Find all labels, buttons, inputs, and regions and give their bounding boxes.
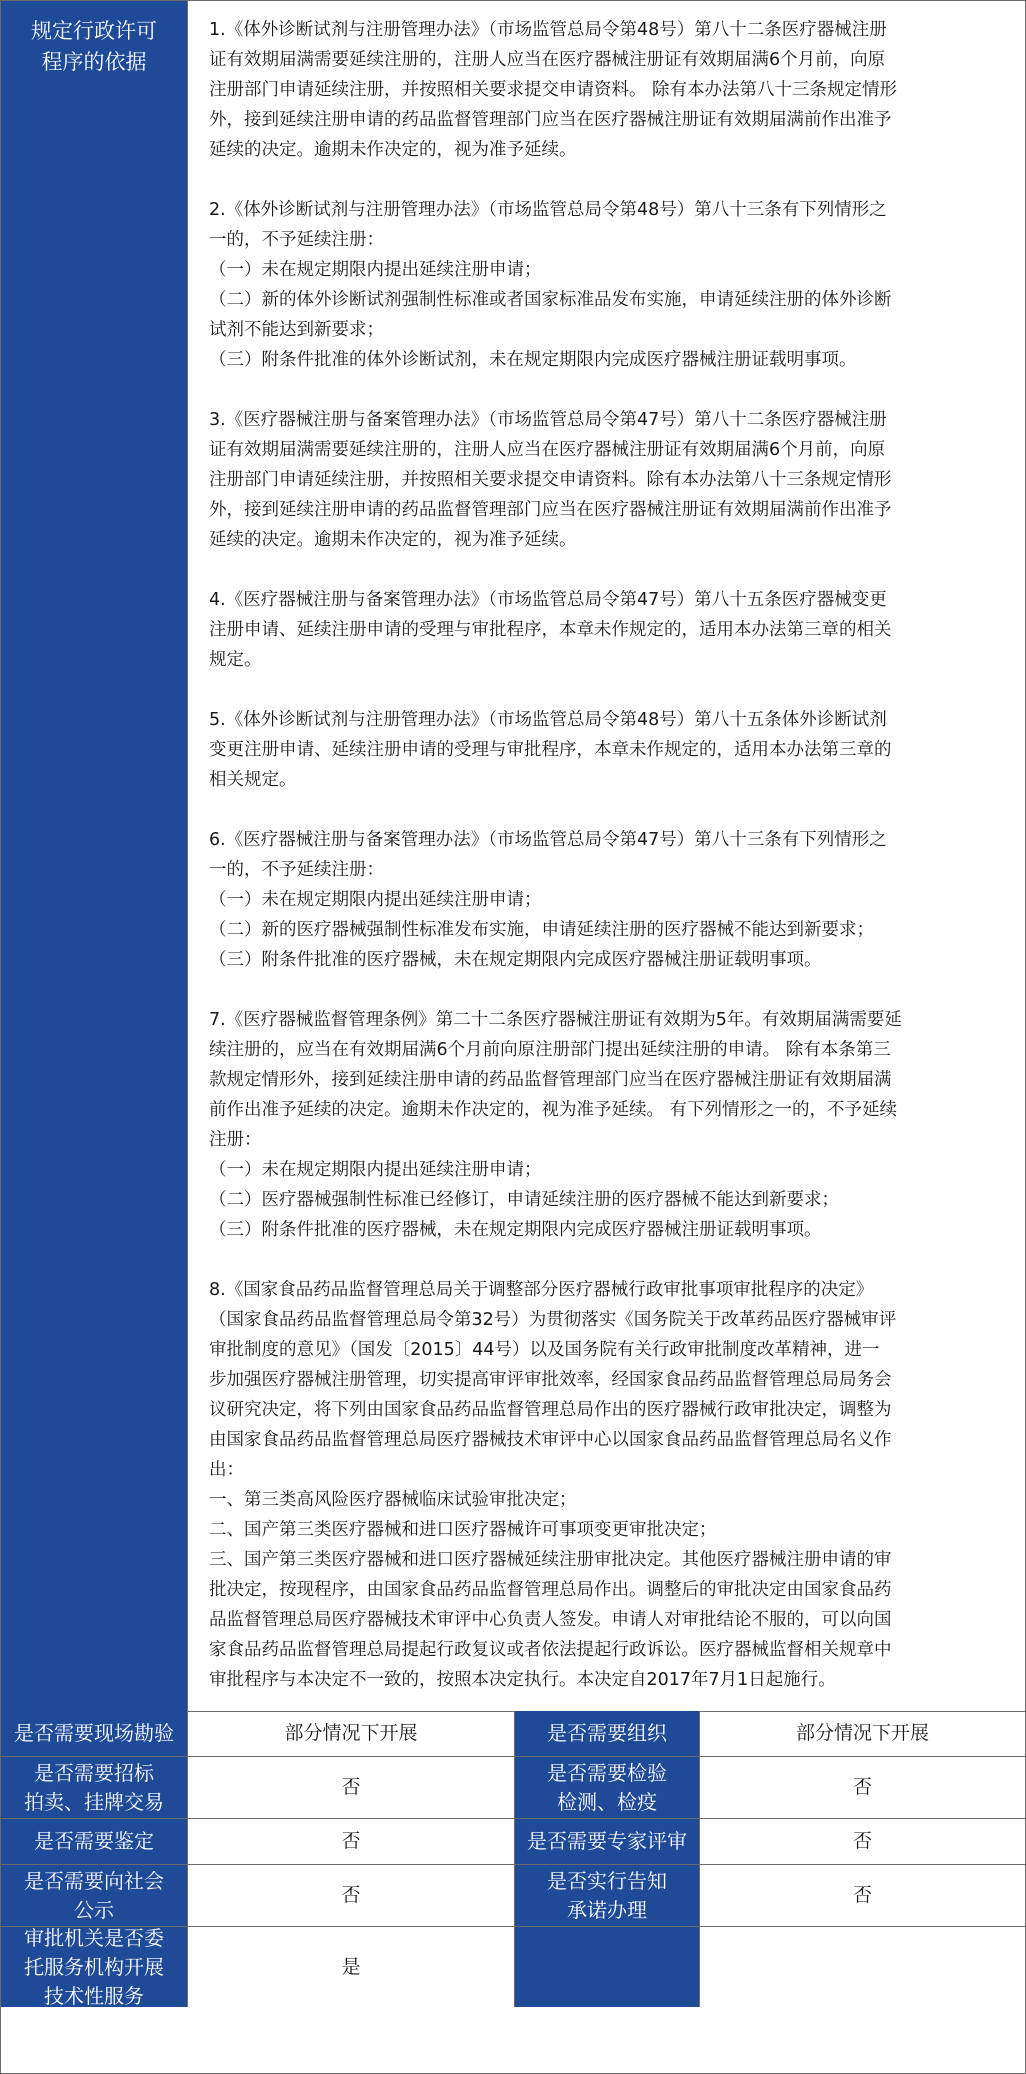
attribute-grid	[1, 1711, 1025, 2007]
legal-basis-line: （二）新的体外诊断试剂强制性标准或者国家标准品发布实施，申请延续注册的体外诊断	[209, 290, 892, 310]
legal-basis-line: 1.《体外诊断试剂与注册管理办法》（市场监管总局令第48号）第八十二条医疗器械注册	[209, 20, 887, 40]
attribute-value-line: 否	[852, 1776, 872, 1798]
procedure-basis-row	[1, 1, 1025, 1712]
attribute-label	[1, 1927, 188, 2007]
attribute-label	[1, 1865, 188, 1926]
attribute-row	[1, 1711, 1025, 1757]
attribute-value-line: 部分情况下开展	[795, 1722, 929, 1744]
legal-basis-line: （二）医疗器械强制性标准已经修订，申请延续注册的医疗器械不能达到新要求；	[209, 1190, 839, 1210]
attribute-label	[515, 1865, 700, 1926]
legal-basis-line: （一）未在规定期限内提出延续注册申请；	[209, 260, 542, 280]
legal-basis-line: 注册：	[209, 1130, 262, 1150]
legal-basis-line: 议研究决定，将下列由国家食品药品监督管理总局作出的医疗器械行政审批决定，调整为	[209, 1400, 892, 1420]
attribute-value	[700, 1927, 1025, 2007]
attribute-value	[188, 1865, 515, 1926]
legal-basis-line: 7.《医疗器械监督管理条例》第二十二条医疗器械注册证有效期为5年。有效期届满需要延	[209, 1010, 902, 1030]
legal-basis-line: 规定。	[209, 650, 262, 670]
legal-basis-line: 款规定情形外，接到延续注册申请的药品监督管理部门应当在医疗器械注册证有效期届满	[209, 1070, 892, 1090]
legal-basis-line: （三）附条件批准的医疗器械，未在规定期限内完成医疗器械注册证载明事项。	[209, 1220, 822, 1240]
legal-basis-line: 品监督管理总局医疗器械技术审评中心负责人签发。申请人对审批结论不服的，可以向国	[209, 1610, 892, 1630]
legal-basis-line: 步加强医疗器械注册管理，切实提高审评审批效率，经国家食品药品监督管理总局局务会	[209, 1370, 892, 1390]
attribute-row	[1, 1865, 1025, 1927]
attribute-label-line: 托服务机构开展	[24, 1954, 164, 1979]
legal-basis-line: 一的，不予延续注册：	[209, 230, 384, 250]
legal-basis-line: 三、国产第三类医疗器械和进口医疗器械延续注册审批决定。其他医疗器械注册申请的审	[209, 1550, 892, 1570]
legal-basis-line: 审批制度的意见》（国发〔2015〕44号）以及国务院有关行政审批制度改革精神，进一	[209, 1340, 880, 1360]
attribute-value-line: 否	[341, 1830, 361, 1852]
attribute-label-line: 承诺办理	[567, 1897, 647, 1922]
attribute-label-line: 是否需要专家评审	[527, 1829, 687, 1853]
legal-basis-line: 批决定，按现程序，由国家食品药品监督管理总局作出。调整后的审批决定由国家食品药	[209, 1580, 892, 1600]
attribute-label-line: 是否需要鉴定	[34, 1829, 154, 1853]
attribute-value-line: 是	[341, 1955, 361, 1978]
legal-basis-line: （三）附条件批准的体外诊断试剂，未在规定期限内完成医疗器械注册证载明事项。	[209, 350, 857, 370]
legal-basis-line: 4.《医疗器械注册与备案管理办法》（市场监管总局令第47号）第八十五条医疗器械变更	[209, 590, 887, 610]
attribute-value-line: 部分情况下开展	[284, 1722, 418, 1744]
attribute-value	[188, 1711, 515, 1756]
attribute-value	[700, 1757, 1025, 1818]
legal-basis-line: 变更注册申请、延续注册申请的受理与审批程序，本章未作规定的，适用本办法第三章的	[209, 740, 892, 760]
attribute-label-line: 是否实行告知	[547, 1868, 667, 1893]
legal-basis-line: 证有效期届满需要延续注册的，注册人应当在医疗器械注册证有效期届满6个月前，向原	[209, 50, 886, 70]
attribute-value	[188, 1927, 515, 2007]
legal-basis-line: 证有效期届满需要延续注册的，注册人应当在医疗器械注册证有效期届满6个月前，向原	[209, 440, 886, 460]
legal-basis-line: 外，接到延续注册申请的药品监督管理部门应当在医疗器械注册证有效期届满前作出准予	[209, 500, 892, 520]
legal-basis-item	[209, 15, 1005, 165]
legal-basis-item	[209, 1275, 1005, 1695]
legal-basis-line: 延续的决定。逾期未作决定的，视为准予延续。	[209, 140, 577, 160]
legal-basis-item	[209, 705, 1005, 795]
legal-basis-line: 相关规定。	[209, 770, 297, 790]
legal-basis-line: 注册部门申请延续注册，并按照相关要求提交申请资料。除有本办法第八十三条规定情形	[209, 470, 892, 490]
legal-basis-line: （一）未在规定期限内提出延续注册申请；	[209, 890, 542, 910]
attribute-row	[1, 1819, 1025, 1865]
attribute-label	[515, 1927, 700, 2007]
attribute-value-line: 否	[852, 1884, 872, 1906]
procedure-basis-label-line: 规定行政许可	[31, 19, 157, 43]
legal-basis-line: 注册申请、延续注册申请的受理与审批程序，本章未作规定的，适用本办法第三章的相关	[209, 620, 892, 640]
attribute-value	[188, 1819, 515, 1864]
legal-basis-line: （三）附条件批准的医疗器械，未在规定期限内完成医疗器械注册证载明事项。	[209, 950, 822, 970]
attribute-label	[1, 1757, 188, 1818]
attribute-label	[515, 1757, 700, 1818]
legal-basis-item	[209, 825, 1005, 975]
legal-basis-line: 注册部门申请延续注册，并按照相关要求提交申请资料。 除有本办法第八十三条规定情形	[209, 80, 898, 100]
attribute-label-line: 是否需要现场勘验	[14, 1721, 174, 1745]
attribute-row	[1, 1757, 1025, 1819]
attribute-label-line: 技术性服务	[44, 1983, 144, 2008]
legal-basis-line: 一、第三类高风险医疗器械临床试验审批决定；	[209, 1490, 577, 1510]
legal-basis-line: （二）新的医疗器械强制性标准发布实施，申请延续注册的医疗器械不能达到新要求；	[209, 920, 874, 940]
legal-basis-line: 由国家食品药品监督管理总局医疗器械技术审评中心以国家食品药品监督管理总局名义作	[209, 1430, 892, 1450]
attribute-label-line: 是否需要组织	[547, 1721, 667, 1745]
legal-basis-item	[209, 585, 1005, 675]
attribute-label	[1, 1819, 188, 1864]
attribute-label-line: 公示	[74, 1897, 114, 1922]
procedure-basis-label-line: 程序的依据	[41, 50, 147, 74]
legal-basis-line: 一的，不予延续注册：	[209, 860, 384, 880]
attribute-label-line: 拍卖、挂牌交易	[24, 1789, 164, 1814]
legal-basis-line: 审批程序与本决定不一致的，按照本决定执行。本决定自2017年7月1日起施行。	[209, 1670, 836, 1690]
legal-basis-line: 前作出准予延续的决定。逾期未作决定的，视为准予延续。 有下列情形之一的，不予延续	[209, 1100, 898, 1120]
attribute-value-line: 否	[341, 1776, 361, 1798]
attribute-label-line: 是否需要检验	[547, 1760, 667, 1785]
attribute-value	[700, 1865, 1025, 1926]
attribute-value	[700, 1711, 1025, 1756]
legal-basis-item	[209, 195, 1005, 375]
attribute-row	[1, 1927, 1025, 2007]
legal-basis-line: 6.《医疗器械注册与备案管理办法》（市场监管总局令第47号）第八十三条有下列情形之	[209, 830, 887, 850]
attribute-label	[515, 1711, 700, 1756]
attribute-label	[1, 1711, 188, 1756]
attribute-label-line: 是否需要招标	[34, 1760, 154, 1785]
procedure-basis-content	[189, 1, 1025, 1711]
attribute-value	[188, 1757, 515, 1818]
legal-basis-line: （一）未在规定期限内提出延续注册申请；	[209, 1160, 542, 1180]
procedure-basis-label	[1, 1, 188, 1711]
attribute-label-line: 是否需要向社会	[24, 1868, 164, 1893]
attribute-value	[700, 1819, 1025, 1864]
legal-basis-line: 家食品药品监督管理总局提起行政复议或者依法提起行政诉讼。医疗器械监督相关规章中	[209, 1640, 892, 1660]
legal-basis-line: 3.《医疗器械注册与备案管理办法》（市场监管总局令第47号）第八十二条医疗器械注册	[209, 410, 887, 430]
legal-basis-line: 2.《体外诊断试剂与注册管理办法》（市场监管总局令第48号）第八十三条有下列情形之	[209, 200, 887, 220]
legal-basis-line: （国家食品药品监督管理总局令第32号）为贯彻落实《国务院关于改革药品医疗器械审评	[209, 1310, 897, 1330]
legal-basis-line: 续注册的，应当在有效期届满6个月前向原注册部门提出延续注册的申请。 除有本条第三	[209, 1040, 891, 1060]
attribute-label-line: 检测、检疫	[557, 1789, 657, 1814]
attribute-label	[515, 1819, 700, 1864]
legal-basis-line: 延续的决定。逾期未作决定的，视为准予延续。	[209, 530, 577, 550]
legal-basis-line: 5.《体外诊断试剂与注册管理办法》（市场监管总局令第48号）第八十五条体外诊断试剂	[209, 710, 887, 730]
legal-basis-line: 8.《国家食品药品监督管理总局关于调整部分医疗器械行政审批事项审批程序的决定》	[209, 1280, 874, 1300]
legal-basis-item	[209, 405, 1005, 555]
legal-basis-line: 出：	[209, 1460, 244, 1480]
attribute-label-line: 审批机关是否委	[24, 1925, 164, 1950]
legal-basis-line: 外，接到延续注册申请的药品监督管理部门应当在医疗器械注册证有效期届满前作出准予	[209, 110, 892, 130]
legal-basis-item	[209, 1005, 1005, 1245]
attribute-value-line: 否	[852, 1830, 872, 1852]
attribute-value-line: 否	[341, 1884, 361, 1906]
legal-basis-line: 试剂不能达到新要求；	[209, 320, 384, 340]
legal-basis-line: 二、国产第三类医疗器械和进口医疗器械许可事项变更审批决定；	[209, 1520, 717, 1540]
